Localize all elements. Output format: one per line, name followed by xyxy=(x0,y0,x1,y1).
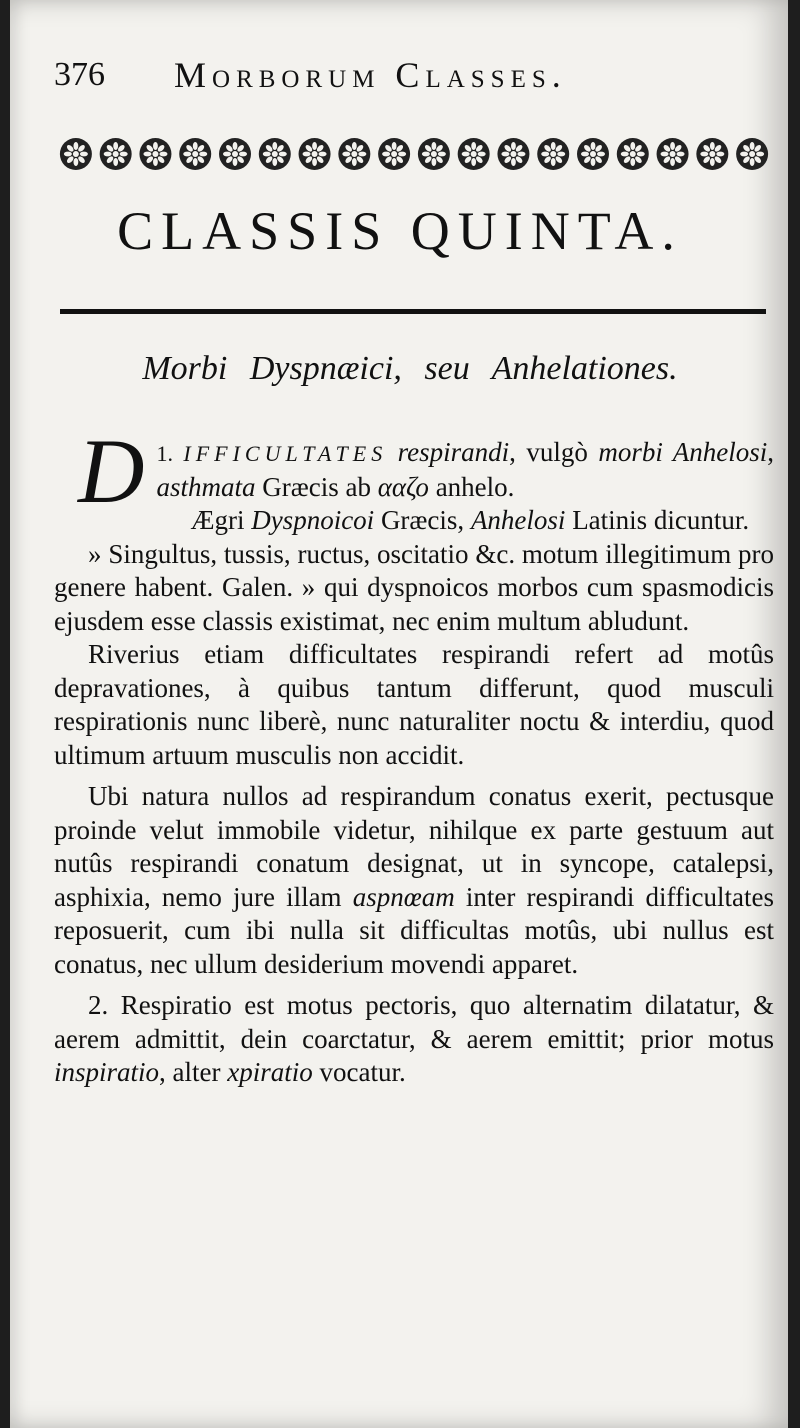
section-number: 2. xyxy=(88,990,109,1020)
section-number: 1. xyxy=(156,441,173,466)
rosette-icon xyxy=(617,138,649,170)
paragraph-galen: » Singultus, tussis, ructus, oscitatio &c. motum illegitimum pro genere habent. Galen. » qui dyspnoicos morbos cum spasmodicis ejusdem esse classis existimat, nec enim multum abludunt. xyxy=(54,538,774,636)
class-subtitle: Morbi Dyspnæici, seu Anhelationes. xyxy=(142,350,678,387)
rosette-icon xyxy=(378,138,410,170)
paragraph-ubi: Ubi natura nullos ad respirandum conatus exerit, pectusque proinde velut immobile videtur, nihilque ex parte gestuum aut nutûs respirandi conatum designat, ut in syncope, catalepsi, asphixia, nemo jure illam aspnœam inter respirandi difficultates reposuerit, cum ibi nulla sit difficultas motûs, ubi nullus est conatus, nec ullum desiderium movendi apparet. xyxy=(54,781,775,979)
greek-word: ααζο xyxy=(377,471,429,502)
section-1: 1. D IFFICULTATES respirandi, vulgò morbi Anhelosi, asthmata Græcis ab ααζο anhelo. xyxy=(78,420,775,522)
rosette-icon xyxy=(299,138,331,170)
rosette-icon xyxy=(418,138,450,170)
rosette-icon xyxy=(537,138,569,170)
page-number: 376 xyxy=(54,56,105,93)
section-2: 2. Respiratio est motus pectoris, quo alternatim dilatatur, & aerem admittit, dein coarctatur, & aerem emittit; prior motus inspiratio, alter xpiratio vocatur. xyxy=(54,990,774,1087)
rosette-icon xyxy=(736,138,768,170)
rosette-icon xyxy=(657,138,689,170)
paragraph-riverius: Riverius etiam difficultates respirandi refert ad motûs depravationes, à quibus tantum differunt, quod musculi respirationis nunc liberè, nunc naturaliter noctu & interdiu, quod ultimum artuum musculis non accidit. xyxy=(54,639,774,770)
rosette-icon xyxy=(577,138,609,170)
horizontal-rule xyxy=(60,309,766,314)
rosette-icon xyxy=(219,138,251,170)
rosette-icon xyxy=(497,138,529,170)
rosette-icon xyxy=(696,138,728,170)
rosette-ornament-row xyxy=(56,130,772,178)
rosette-icon xyxy=(179,138,211,170)
class-title: CLASSIS QUINTA. xyxy=(117,201,683,261)
rosette-icon xyxy=(139,138,171,170)
rosette-icon xyxy=(458,138,490,170)
lead-caps: IFFICULTATES xyxy=(183,441,388,466)
rosette-icon xyxy=(100,138,132,170)
running-title: Morborum Classes. xyxy=(174,55,567,95)
rosette-icon xyxy=(338,138,370,170)
running-header xyxy=(54,48,754,108)
body-text xyxy=(54,420,775,1090)
drop-cap: D xyxy=(78,420,145,522)
rosette-icon xyxy=(259,138,291,170)
paragraph-aegri: Ægri Dyspnoicoi Græcis, Anhelosi Latinis dicuntur. xyxy=(190,505,750,535)
rosette-icon xyxy=(60,138,92,170)
book-page xyxy=(10,0,788,1428)
